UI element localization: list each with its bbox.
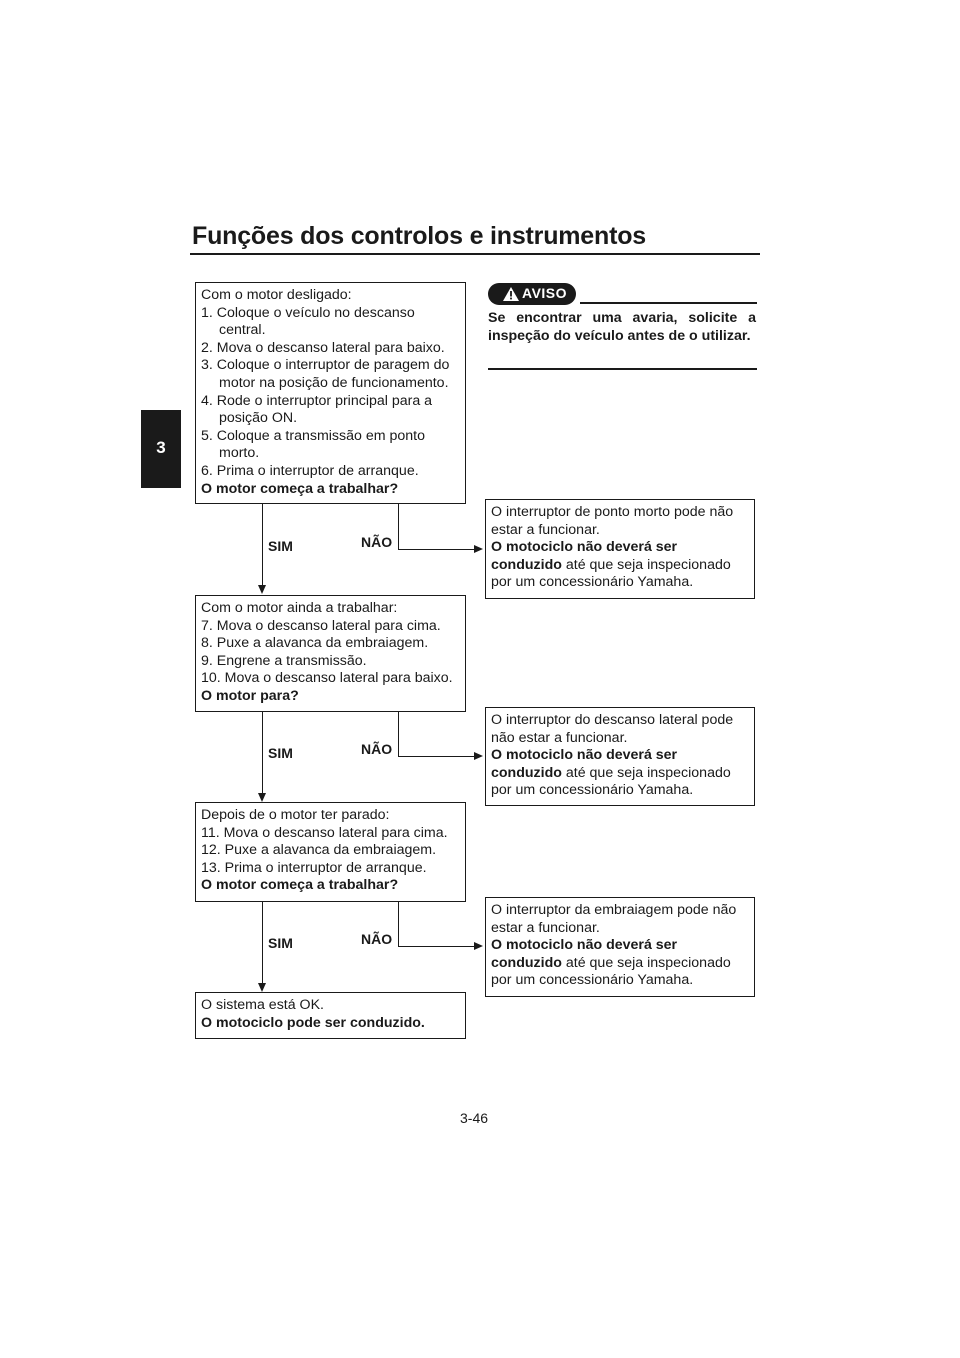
warning-text: Se encontrar uma avaria, solicite a inspeção do veículo antes de o utilizar. <box>488 310 756 344</box>
fail-box-3 <box>485 897 755 997</box>
fail-box-2 <box>485 707 755 806</box>
yes-arrow-1 <box>258 585 266 594</box>
step-3-intro: Depois de o motor ter parado: <box>201 807 390 823</box>
step-2-item: 7. Mova o descanso lateral para cima. <box>201 617 441 634</box>
step-2-item: 8. Puxe a alavanca da embraiagem. <box>201 635 429 652</box>
warning-rule-top <box>580 302 757 304</box>
step-1-item: 2. Mova o descanso lateral para baixo. <box>201 339 445 356</box>
step-3-item: 13. Prima o interruptor de arranque. <box>201 859 427 876</box>
no-arrow-1 <box>474 545 483 553</box>
fail-2-rest: até que seja inspecionado por um concessionário Yamaha. <box>491 764 731 799</box>
no-connector-3-horizontal <box>398 946 474 947</box>
warning-rule-bottom <box>488 368 757 370</box>
yes-connector-1 <box>262 504 263 586</box>
fail-box-1 <box>485 499 755 599</box>
yes-label-2: SIM <box>268 745 293 761</box>
yes-arrow-3 <box>258 983 266 992</box>
fail-2-advice <box>491 747 749 800</box>
fail-1-rest: até que seja inspecionado por um concessionário Yamaha. <box>491 556 731 591</box>
step-2-item: 9. Engrene a transmissão. <box>201 652 367 669</box>
page-number: 3-46 <box>460 1110 489 1126</box>
step-3-item: 11. Mova o descanso lateral para cima. <box>201 824 448 841</box>
step-1-item: 4. Rode o interruptor principal para a posição ON. <box>201 392 433 427</box>
no-arrow-3 <box>474 942 483 950</box>
final-status: O sistema está OK. <box>201 997 324 1013</box>
yes-connector-3 <box>262 902 263 984</box>
no-label-1: NÃO <box>361 534 393 550</box>
flow-final-box <box>195 992 466 1039</box>
no-connector-1 <box>398 504 399 550</box>
warning-label: AVISO <box>522 285 568 301</box>
fail-3-rest: até que seja inspecionado por um concessionário Yamaha. <box>491 954 731 989</box>
step-2-intro: Com o motor ainda a trabalhar: <box>201 600 398 616</box>
warning-badge <box>488 283 576 305</box>
yes-connector-2 <box>262 712 263 794</box>
yes-label-1: SIM <box>268 538 293 554</box>
fail-1-advice <box>491 539 749 592</box>
no-label-3: NÃO <box>361 931 393 947</box>
chapter-number: 3 <box>156 438 166 457</box>
step-1-item: 1. Coloque o veículo no descanso central. <box>201 304 415 339</box>
chapter-tab <box>141 410 181 488</box>
fail-1-text: O interruptor de ponto morto pode não estar a funcionar. <box>491 504 734 538</box>
warning-triangle-icon <box>502 286 520 302</box>
flow-step-3-box <box>195 802 466 902</box>
step-1-item: 3. Coloque o interruptor de paragem do motor na posição de funcionamento. <box>201 357 450 391</box>
step-3-item: 12. Puxe a alavanca da embraiagem. <box>201 842 437 859</box>
no-arrow-2 <box>474 752 483 760</box>
step-2-question: O motor para? <box>201 687 299 704</box>
step-2-item: 10. Mova o descanso lateral para baixo. <box>201 670 453 687</box>
step-3-question: O motor começa a trabalhar? <box>201 877 399 894</box>
fail-3-text: O interruptor da embraiagem pode não estar a funcionar. <box>491 902 737 936</box>
fail-3-advice <box>491 937 749 990</box>
fail-1-warning: O motociclo não deverá ser conduzido <box>491 539 678 573</box>
step-1-intro: Com o motor desligado: <box>201 287 352 303</box>
step-1-item: 6. Prima o interruptor de arranque. <box>201 462 419 479</box>
fail-2-warning: O motociclo não deverá ser conduzido <box>491 747 678 781</box>
no-connector-2-horizontal <box>398 756 474 757</box>
step-1-question: O motor começa a trabalhar? <box>201 480 399 497</box>
page-title: Funções dos controlos e instrumentos <box>192 222 646 250</box>
fail-2-text: O interruptor do descanso lateral pode não estar a funcionar. <box>491 712 734 746</box>
no-connector-1-horizontal <box>398 549 474 550</box>
final-conclusion: O motociclo pode ser conduzido. <box>201 1014 425 1031</box>
flow-step-2-box <box>195 595 466 712</box>
yes-arrow-2 <box>258 793 266 802</box>
yes-label-3: SIM <box>268 935 293 951</box>
no-connector-2 <box>398 712 399 757</box>
title-rule <box>190 253 760 255</box>
flow-step-1-box <box>195 282 466 504</box>
no-label-2: NÃO <box>361 741 393 757</box>
no-connector-3 <box>398 902 399 947</box>
step-1-item: 5. Coloque a transmissão em ponto morto. <box>201 427 425 462</box>
fail-3-warning: O motociclo não deverá ser conduzido <box>491 937 678 971</box>
